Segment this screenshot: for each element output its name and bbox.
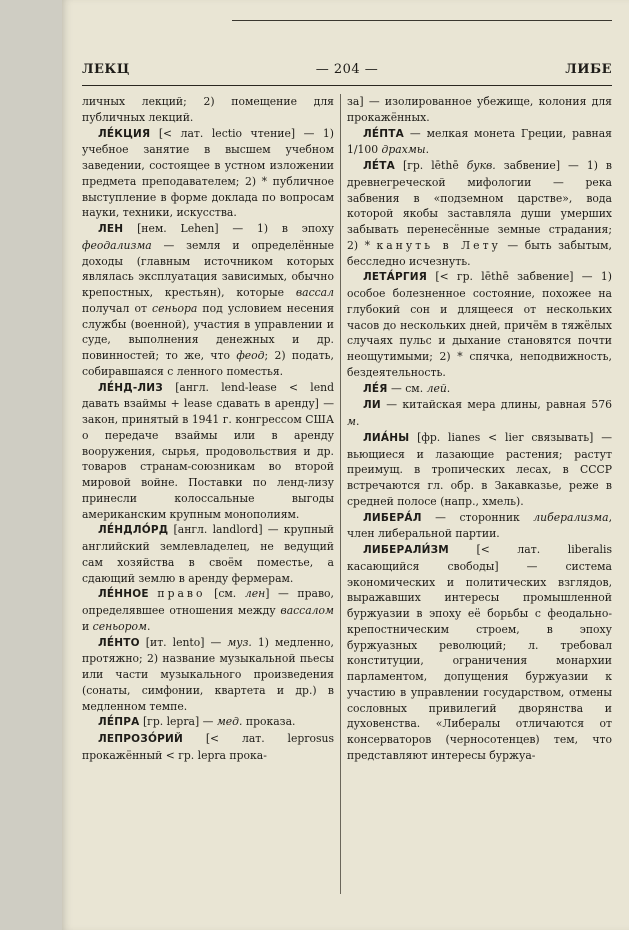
headword: ЛЕТА́РГИЯ — [363, 271, 428, 284]
entry-liberalizm — [347, 542, 612, 764]
headword: ЛЕ́КЦИЯ — [98, 127, 151, 140]
entry-text: [< лат. lectio чтение] — 1) учебное занятие в высшем учебном заведении, состоящее в устном изложении предмета преподавателем; 2) * публичное выступление в форме доклада по вопросам науки, техники, искусства. — [82, 126, 334, 220]
entry-text: [< лат. liberalis касающийся свободы] — система экономических и политических взглядов, выражавших интересы промышленной буржуазии в эпоху её борьбы с феодально-крепостническим строем, в эпоху буржуазных революций; л. требовал конституции, ограничения монархии парламентом, допущения буржуазии к участию в управлении государством, отмены сословных привилегий дворянства и духовенства. «Либералы отличаются от консерваторов (черносотенцев) тем, что представляют интересы буржуа- — [347, 543, 612, 762]
entry-leya: ЛЕ́Я — см. лей. — [363, 381, 451, 395]
entry-lepra: ЛЕ́ПРА [гр. lepra] — мед. проказа. — [98, 715, 296, 729]
headword: ЛЕ́НТО — [98, 636, 140, 649]
headword: ЛЕ́ПТА — [363, 127, 404, 140]
entry-liany — [347, 430, 612, 510]
entry-continuation: за] — изолированное убежище, колония для прокажённых. — [347, 95, 612, 124]
spaced-word: право — [157, 587, 206, 601]
headword: ЛИ — [363, 399, 381, 412]
right-column — [347, 94, 612, 904]
headword: ЛЕ́ТА — [363, 160, 395, 172]
entry-text: [фр. lianes < lier связывать] — вьющиеся и лазающие растения; растут преимущ. в тропических лесах, в СССР встречаются гл. обр. в Закавказье, реже в средней полосе (напр., хмель). — [347, 430, 612, 508]
entry-leta: ЛЕ́ТА [гр. lēthē букв. забвение] — 1) в древнегреческой мифологии — река забвения в «подземном царстве», вода которой якобы заставляла души умерших забывать перенесённые земные страдания; 2) * кануть в Лету — быть забытым, бесследно исчезнуть. — [347, 159, 612, 268]
entry-letargiya — [347, 269, 612, 380]
headword: ЛИБЕРА́Л — [363, 511, 422, 524]
left-column — [82, 94, 334, 904]
entry-lend-liz — [82, 380, 334, 523]
entry-text: [< гр. lēthē забвение] — 1) особое болезненное состояние, похожее на глубокий сон и длящееся от нескольких часов до нескольких дней, причём в тяжёлых случаях пульс и дыхание становятся почти неощутимыми; 2) * спячка, неподвижность, бездеятельность. — [347, 270, 612, 379]
entry-lento: ЛЕ́НТО [ит. lento] — муз. 1) медленно, протяжно; 2) название музыкальной пьесы или части музыкального произведения (сонаты, симфонии, квартета и др.) в медленном темпе. — [82, 635, 334, 713]
headword: ЛИА́НЫ — [363, 431, 410, 444]
column-divider — [340, 94, 341, 894]
entry-lendlord — [82, 522, 334, 586]
entry-leprozoriy — [82, 731, 334, 764]
entry-lennoe-pravo: ЛЕ́ННОЕ право [см. лен] — право, определявшее отношения между вассалом и сеньором. — [82, 587, 334, 633]
entry-continuation: личных лекций; 2) помещение для публичных лекций. — [82, 95, 334, 124]
headword: ЛЕ́НД-ЛИЗ — [98, 381, 163, 394]
entry-li: ЛИ — китайская мера длины, равная 576 м. — [347, 398, 612, 428]
headword: ЛЕ́НДЛО́РД — [98, 524, 169, 537]
header-right-guideword: ЛИБЕ — [565, 62, 612, 77]
entry-len: ЛЕН [нем. Lehen] — 1) в эпоху феодализма — земля и определённые доходы (главным источником которых являлась эксплуатация зависимых, обычно крепостных, крестьян), которые вассал получал от сеньора под условием несения службы (военной), участия в управлении и суде, выполнения денежных и др. повинностей; то же, что феод; 2) подать, собиравшаяся с ленного поместья. — [82, 222, 334, 378]
entry-text: [< лат. leprosus прокажённый < гр. lepra прока- — [82, 732, 334, 762]
headword: ЛЕПРОЗО́РИЙ — [98, 733, 183, 745]
entry-lekciya — [82, 126, 334, 222]
entry-text: [англ. landlord] — крупный английский землевладелец, не ведущий сам хозяйства в своём поместье, а сдающий землю в аренду фермерам. — [82, 523, 334, 585]
headword: ЛЕ́ННОЕ — [98, 588, 149, 601]
entry-lepta: ЛЕ́ПТА — мелкая монета Греции, равная 1/100 драхмы. — [347, 126, 612, 157]
headword: ЛЕ́Я — [363, 382, 388, 395]
spaced-phrase: кануть в Лету — [376, 238, 501, 252]
top-edge-rule — [232, 20, 612, 21]
header-rule — [82, 85, 612, 86]
page-number: — 204 — — [315, 62, 379, 77]
running-header — [82, 62, 612, 82]
entry-liberal: ЛИБЕРА́Л — сторонник либерализма, член либеральной партии. — [347, 510, 612, 541]
headword: ЛЕ́ПРА — [98, 716, 140, 729]
headword: ЛИБЕРАЛИ́ЗМ — [363, 544, 449, 556]
entry-text: [англ. lend-lease < lend давать взаймы + lease сдавать в аренду] — закон, принятый в 1941 г. конгрессом США о передаче взаймы или в аренду вооружения, сырья, продовольствия и др. товаров странам-союзникам во второй мировой войне. Поставки по ленд-лизу принесли колоссальные выгоды американским крупным монополиям. — [82, 380, 334, 521]
header-left-guideword: ЛЕКЦ — [82, 62, 130, 77]
headword: ЛЕН — [98, 223, 124, 235]
